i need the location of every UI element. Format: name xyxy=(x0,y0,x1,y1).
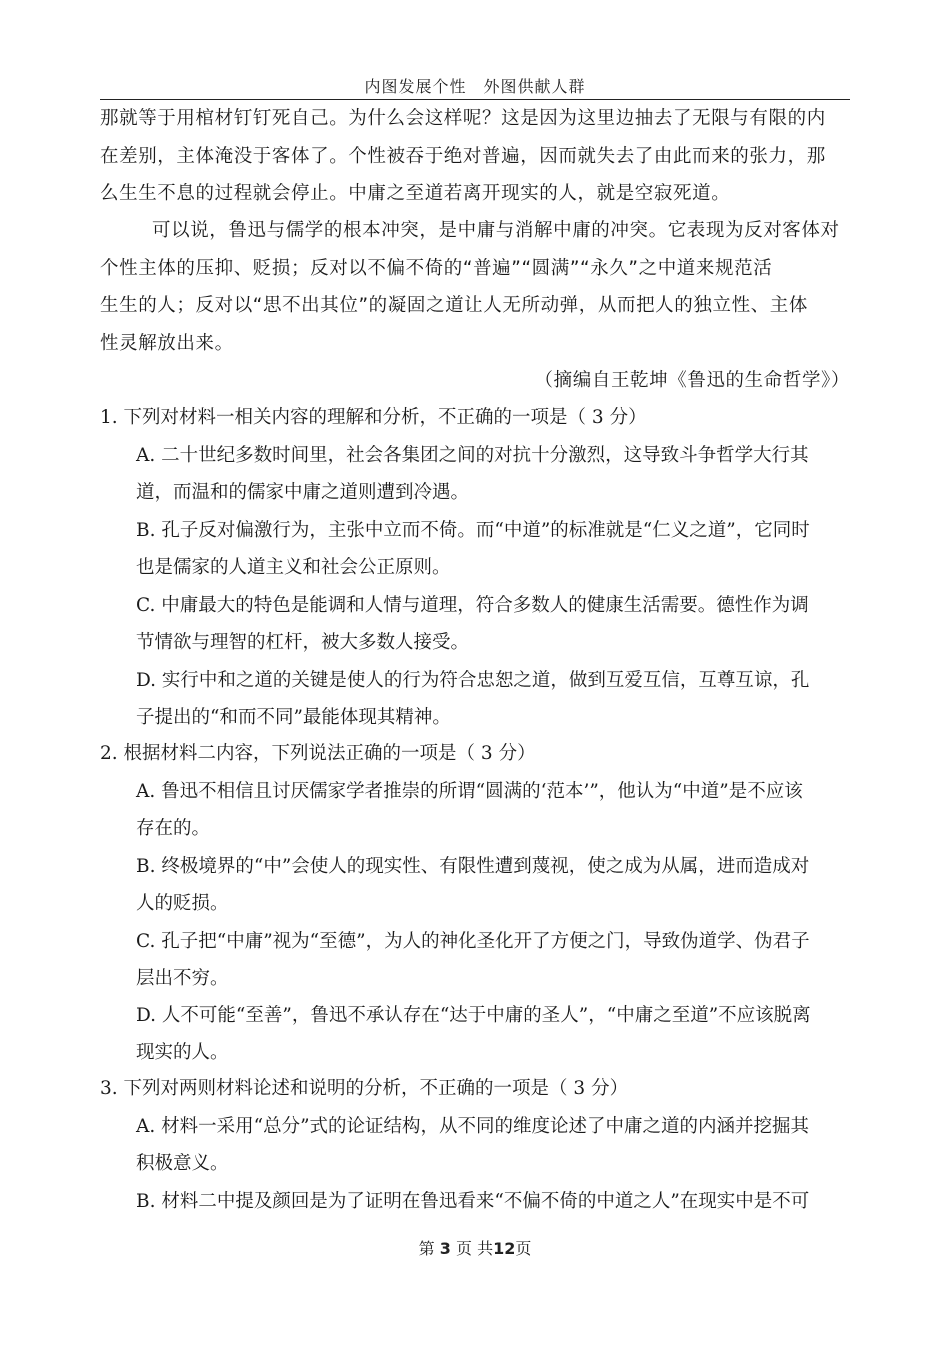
page-prefix: 第 xyxy=(418,1239,435,1258)
header-rule xyxy=(100,99,850,100)
option-c-cont: 层出不穷。 xyxy=(136,968,229,989)
page-header: 内图发展个性 外图供献人群 xyxy=(364,77,586,96)
option-a: A. 材料一采用“总分”式的论证结构，从不同的维度论述了中庸之道的内涵并挖掘其 xyxy=(136,1116,810,1137)
passage-line: 么生生不息的过程就会停止。中庸之至道若离开现实的人，就是空寂死道。 xyxy=(100,183,731,204)
passage-line: 在差别，主体淹没于客体了。个性被吞于绝对普遍，因而就失去了由此而来的张力，那 xyxy=(100,146,826,167)
passage-line: 性灵解放出来。 xyxy=(100,333,234,354)
option-a-cont: 道，而温和的儒家中庸之道则遭到冷遇。 xyxy=(136,482,470,503)
option-c-cont: 节情欲与理智的杠杆，被大多数人接受。 xyxy=(136,632,470,653)
option-c: C. 中庸最大的特色是能调和人情与道理，符合多数人的健康生活需要。德性作为调 xyxy=(136,595,809,616)
option-d-cont: 现实的人。 xyxy=(136,1042,229,1063)
passage-line: 生生的人；反对以“思不出其位”的凝固之道让人无所动弹，从而把人的独立性、主体 xyxy=(100,295,808,316)
page-footer xyxy=(0,1236,950,1259)
page-total: 12 xyxy=(493,1239,516,1258)
option-d: D. 实行中和之道的关键是使人的行为符合忠恕之道，做到互爱互信，互尊互谅，孔 xyxy=(136,670,810,691)
page-mid: 页 共 xyxy=(455,1239,494,1258)
option-b: B. 材料二中提及颜回是为了证明在鲁迅看来“不偏不倚的中道之人”在现实中是不可 xyxy=(136,1191,810,1212)
option-c: C. 孔子把“中庸”视为“至德”，为人的神化圣化开了方便之门，导致伪道学、伪君子 xyxy=(136,931,810,952)
passage-line: 个性主体的压抑、贬损；反对以不偏不倚的“普遍”“圆满”“永久”之中道来规范活 xyxy=(100,258,773,279)
option-d-cont: 子提出的“和而不同”最能体现其精神。 xyxy=(136,707,451,728)
question-stem: 2. 根据材料二内容，下列说法正确的一项是（ 3 分） xyxy=(100,743,536,764)
option-a-cont: 积极意义。 xyxy=(136,1153,229,1174)
passage-source: （摘编自王乾坤《鲁迅的生命哲学》） xyxy=(534,370,850,391)
option-a: A. 鲁迅不相信且讨厌儒家学者推崇的所谓“圆满的‘范本’”，他认为“中道”是不应该 xyxy=(136,781,803,802)
option-a-cont: 存在的。 xyxy=(136,818,211,839)
page-number: 3 xyxy=(439,1239,451,1258)
passage-line: 可以说，鲁迅与儒学的根本冲突，是中庸与消解中庸的冲突。它表现为反对客体对 xyxy=(152,220,840,241)
option-d: D. 人不可能“至善”，鲁迅不承认存在“达于中庸的圣人”，“中庸之至道”不应该脱离 xyxy=(136,1005,811,1026)
option-a: A. 二十世纪多数时间里，社会各集团之间的对抗十分激烈，这导致斗争哲学大行其 xyxy=(136,445,809,466)
question-stem: 3. 下列对两则材料论述和说明的分析，不正确的一项是（ 3 分） xyxy=(100,1078,629,1099)
option-b-cont: 也是儒家的人道主义和社会公正原则。 xyxy=(136,557,451,578)
option-b: B. 孔子反对偏激行为，主张中立而不倚。而“中道”的标准就是“仁义之道”，它同时 xyxy=(136,520,810,541)
page-suffix: 页 xyxy=(515,1239,532,1258)
option-b-cont: 人的贬损。 xyxy=(136,893,229,914)
question-stem: 1. 下列对材料一相关内容的理解和分析，不正确的一项是（ 3 分） xyxy=(100,407,647,428)
option-b: B. 终极境界的“中”会使人的现实性、有限性遭到蔑视，使之成为从属，进而造成对 xyxy=(136,856,810,877)
passage-line: 那就等于用棺材钉钉死自己。为什么会这样呢？这是因为这里边抽去了无限与有限的内 xyxy=(100,108,826,129)
